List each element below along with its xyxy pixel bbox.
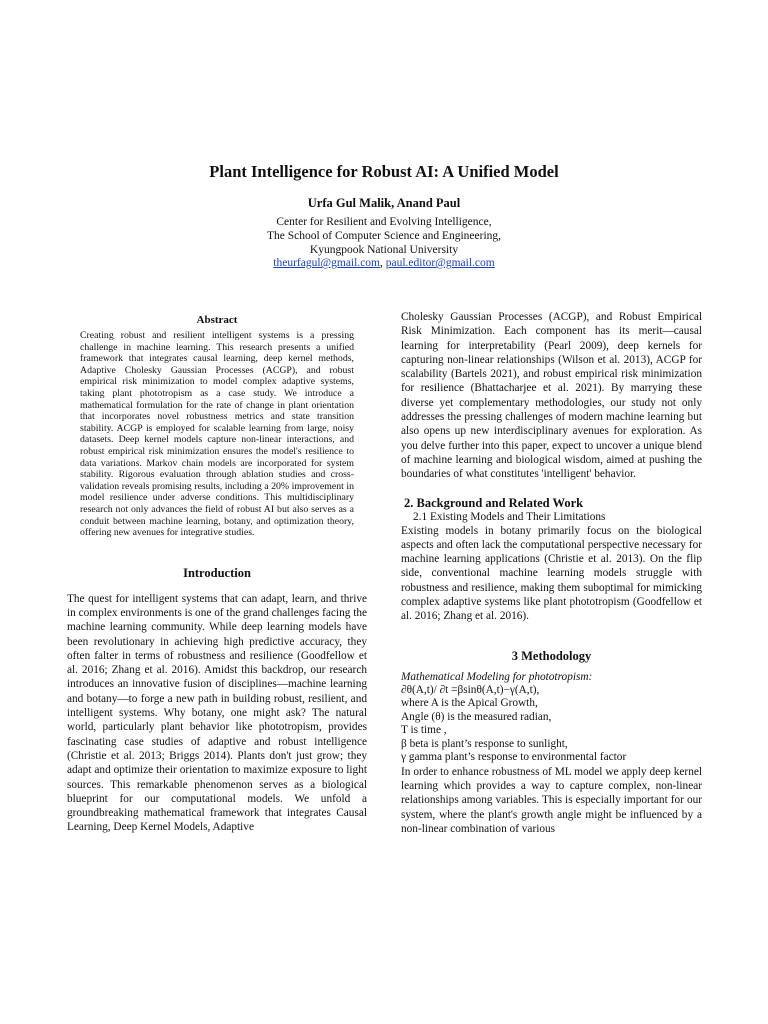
equation-definition-4: β beta is plant’s response to sunlight, [401,737,568,750]
left-column [67,313,367,835]
equation-definition-2: Angle (θ) is the measured radian, [401,710,552,723]
introduction-heading: Introduction [183,565,251,580]
abstract-text: Creating robust and resilient intelligent systems is a pressing challenge in machine learning. This research presents a unified framework that integrates causal learning, deep kernel methods, Adaptive Cholesky Gaussian Processes (ACGP), and robust empirical risk minimization to model complex adaptive systems, taking plant phototropism as a case study. We introduce a mathematical formulation for the rate of change in plant orientation that incorporates novel robustness metrics and state transition stability. ACGP is employed for scalable learning from large, noisy datasets. Deep kernel models capture non-linear interactions, and robust empirical risk minimization ensures the model's resilience to data variations. Markov chain models are incorporated for system stability. Rigorous evaluation through ablation studies and cross-validation reveals promising results, including a 20% improvement in model resilience under adverse conditions. This multidisciplinary research not only advances the field of robust AI but also serves as a conduit between machine learning, botany, and optimization theory, offering new avenues for integrative studies. [80,330,354,539]
equation-definition-3: T is time , [401,724,447,737]
equation-definition-5: γ gamma plant’s response to environmental factor [401,751,627,764]
phototropism-equation: ∂θ(A,t)/ ∂t =βsinθ(A,t)−γ(A,t), [401,683,540,696]
background-subheading: 2.1 Existing Models and Their Limitations [413,510,606,523]
affiliation-line-2: The School of Computer Science and Engineering, [266,230,502,242]
right-column [401,310,702,836]
methodology-text: In order to enhance robustness of ML model we apply deep kernel learning which provides a way to capture complex, non-linear relationships among variables. This is especially important for our system, where the plant's growth angle might be influenced by a non-linear combination of various [401,765,702,835]
affiliation-line-3: Kyungpook National University [309,244,459,256]
author-list: Urfa Gul Malik, Anand Paul [307,196,461,210]
methodology-heading: 3 Methodology [511,648,592,663]
email-link-2[interactable]: paul.editor@gmail.com [385,257,495,269]
email-link-1[interactable]: theurfagul@gmail.com [273,257,380,269]
email-separator: , [380,257,386,269]
methodology-subheading: Mathematical Modeling for phototropism: [401,670,593,683]
paper-title: Plant Intelligence for Robust AI: A Unified Model [209,162,559,181]
email-line [0,257,768,269]
introduction-text-continued: Cholesky Gaussian Processes (ACGP), and Robust Empirical Risk Minimization. Each component has its merit—causal learning for interpretability (Pearl 2009), deep kernels for capturing non-linear relationships (Wilson et al. 2013), ACGP for scalability (Bartels 2021), and robust empirical risk minimization for resilience (Bhattacharjee et al. 2021). By marrying these diverse yet complementary methodologies, our study not only addresses the pressing challenges of modern machine learning but also opens up new interdisciplinary avenues for exploration. As you delve further into this paper, expect to uncover a unique blend of machine learning and biological wisdom, aimed at pushing the boundaries of what constitutes 'intelligent' behavior. [401,311,702,481]
affiliation-line-1: Center for Resilient and Evolving Intelligence, [276,216,492,228]
abstract-heading: Abstract [196,314,238,326]
background-heading: 2. Background and Related Work [404,495,584,510]
equation-definition-1: where A is the Apical Growth, [401,697,538,710]
introduction-text: The quest for intelligent systems that can adapt, learn, and thrive in complex environments is one of the grand challenges facing the machine learning community. While deep learning models have been revolutionary in achieving high predictive accuracy, they often falter in terms of robustness and resilience (Goodfellow et al. 2016; Zhang et al. 2016). Amidst this backdrop, our research introduces an innovative fusion of disciplines—machine learning and botany—to forge a new path in building robust, resilient, and intelligent systems. Why botany, one might ask? The natural world, particularly plant behavior like phototropism, provides fascinating case studies of adaptive and robust intelligence (Christie et al. 2013; Briggs 2014). Plants don't just grow; they adapt and optimize their orientation to maximize exposure to light sources. This remarkable phenomenon serves as a biological blueprint for our computational models. We unfold a groundbreaking mathematical framework that integrates Causal Learning, Deep Kernel Models, Adaptive [67,592,367,834]
background-text: Existing models in botany primarily focus on the biological aspects and often lack the computational perspective necessary for machine learning applications (Christie et al. 2013). On the flip side, conventional machine learning models struggle with robustness and resilience, making them suboptimal for mimicking complex adaptive systems like plant phototropism (Goodfellow et al. 2016; Zhang et al. 2016). [401,524,702,623]
paper-header [0,162,768,269]
